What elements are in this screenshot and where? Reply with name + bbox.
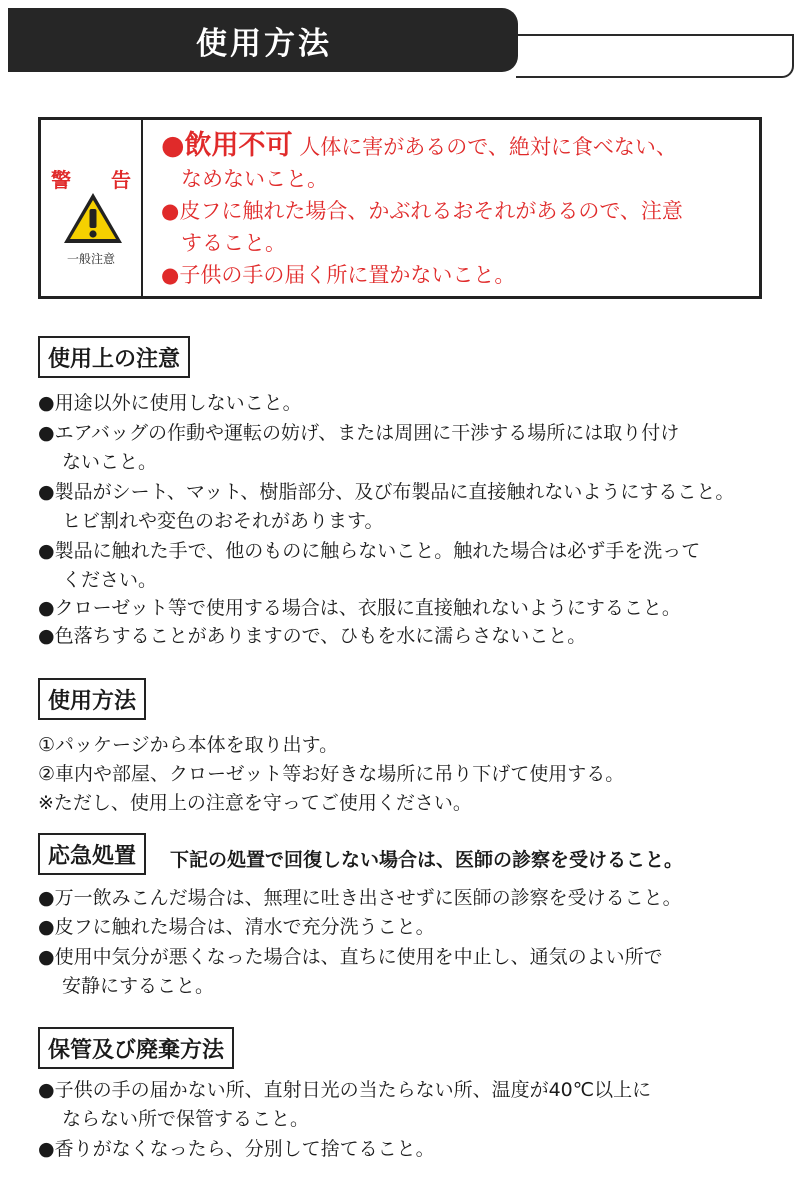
warning-triangle-icon [61, 190, 125, 246]
header-bar [8, 8, 518, 72]
precaution-line: ●用途以外に使用しないこと。 [38, 392, 302, 414]
storage-line: ●子供の手の届かない所、直射日光の当たらない所、温度が40℃以上に [38, 1079, 652, 1101]
header-frame [516, 34, 794, 78]
warning-heading [41, 164, 141, 193]
precaution-line: ●製品がシート、マット、樹脂部分、及び布製品に直接触れないようにすること。 [38, 481, 735, 503]
warning-line: なめないこと。 [181, 167, 328, 191]
warning-line: ●皮フに触れた場合、かぶれるおそれがあるので、注意 [161, 199, 683, 223]
warning-caption: 一般注意 [66, 252, 115, 266]
precaution-line: ●エアバッグの作動や運転の妨げ、または周囲に干渉する場所には取り付け [38, 422, 680, 444]
storage-line: ●香りがなくなったら、分別して捨てること。 [38, 1138, 435, 1160]
usage-line: ①パッケージから本体を取り出す。 [38, 734, 339, 756]
precaution-line: ないこと。 [62, 451, 158, 473]
warning-heading-left: 警 [51, 168, 71, 192]
precaution-line: ヒビ割れや変色のおそれがあります。 [62, 510, 384, 532]
first-aid-line: ●万一飲みこんだ場合は、無理に吐き出させずに医師の診察を受けること。 [38, 887, 682, 909]
warning-heading-right: 告 [111, 168, 131, 192]
warning-box [38, 117, 762, 299]
usage-line: ②車内や部屋、クローゼット等お好きな場所に吊り下げて使用する。 [38, 763, 625, 785]
precaution-line: ●製品に触れた手で、他のものに触らないこと。触れた場合は必ず手を洗って [38, 540, 701, 562]
warning-label-panel [41, 120, 143, 296]
usage-title: 使用方法 [38, 678, 146, 720]
warning-line: ●飲用不可 人体に害があるので、絶対に食べない、 [161, 130, 677, 161]
precaution-line: ください。 [62, 569, 158, 591]
first-aid-note: 下記の処置で回復しない場合は、医師の診察を受けること。 [170, 849, 684, 871]
warning-line: ●子供の手の届く所に置かないこと。 [161, 263, 516, 287]
page-title: 使用方法 [196, 25, 332, 62]
storage-line: ならない所で保管すること。 [62, 1108, 310, 1130]
precaution-line: ●クローゼット等で使用する場合は、衣服に直接触れないようにすること。 [38, 597, 681, 619]
usage-line: ※ただし、使用上の注意を守ってご使用ください。 [38, 792, 472, 814]
first-aid-line: 安静にすること。 [62, 975, 215, 997]
warning-line: すること。 [181, 231, 286, 255]
first-aid-title: 応急処置 [38, 833, 146, 875]
first-aid-line: ●使用中気分が悪くなった場合は、直ちに使用を中止し、通気のよい所で [38, 946, 663, 968]
first-aid-line: ●皮フに触れた場合は、清水で充分洗うこと。 [38, 916, 435, 938]
precautions-title: 使用上の注意 [38, 336, 190, 378]
storage-title: 保管及び廃棄方法 [38, 1027, 234, 1069]
precaution-line: ●色落ちすることがありますので、ひもを水に濡らさないこと。 [38, 625, 587, 647]
warning-text [143, 120, 683, 296]
